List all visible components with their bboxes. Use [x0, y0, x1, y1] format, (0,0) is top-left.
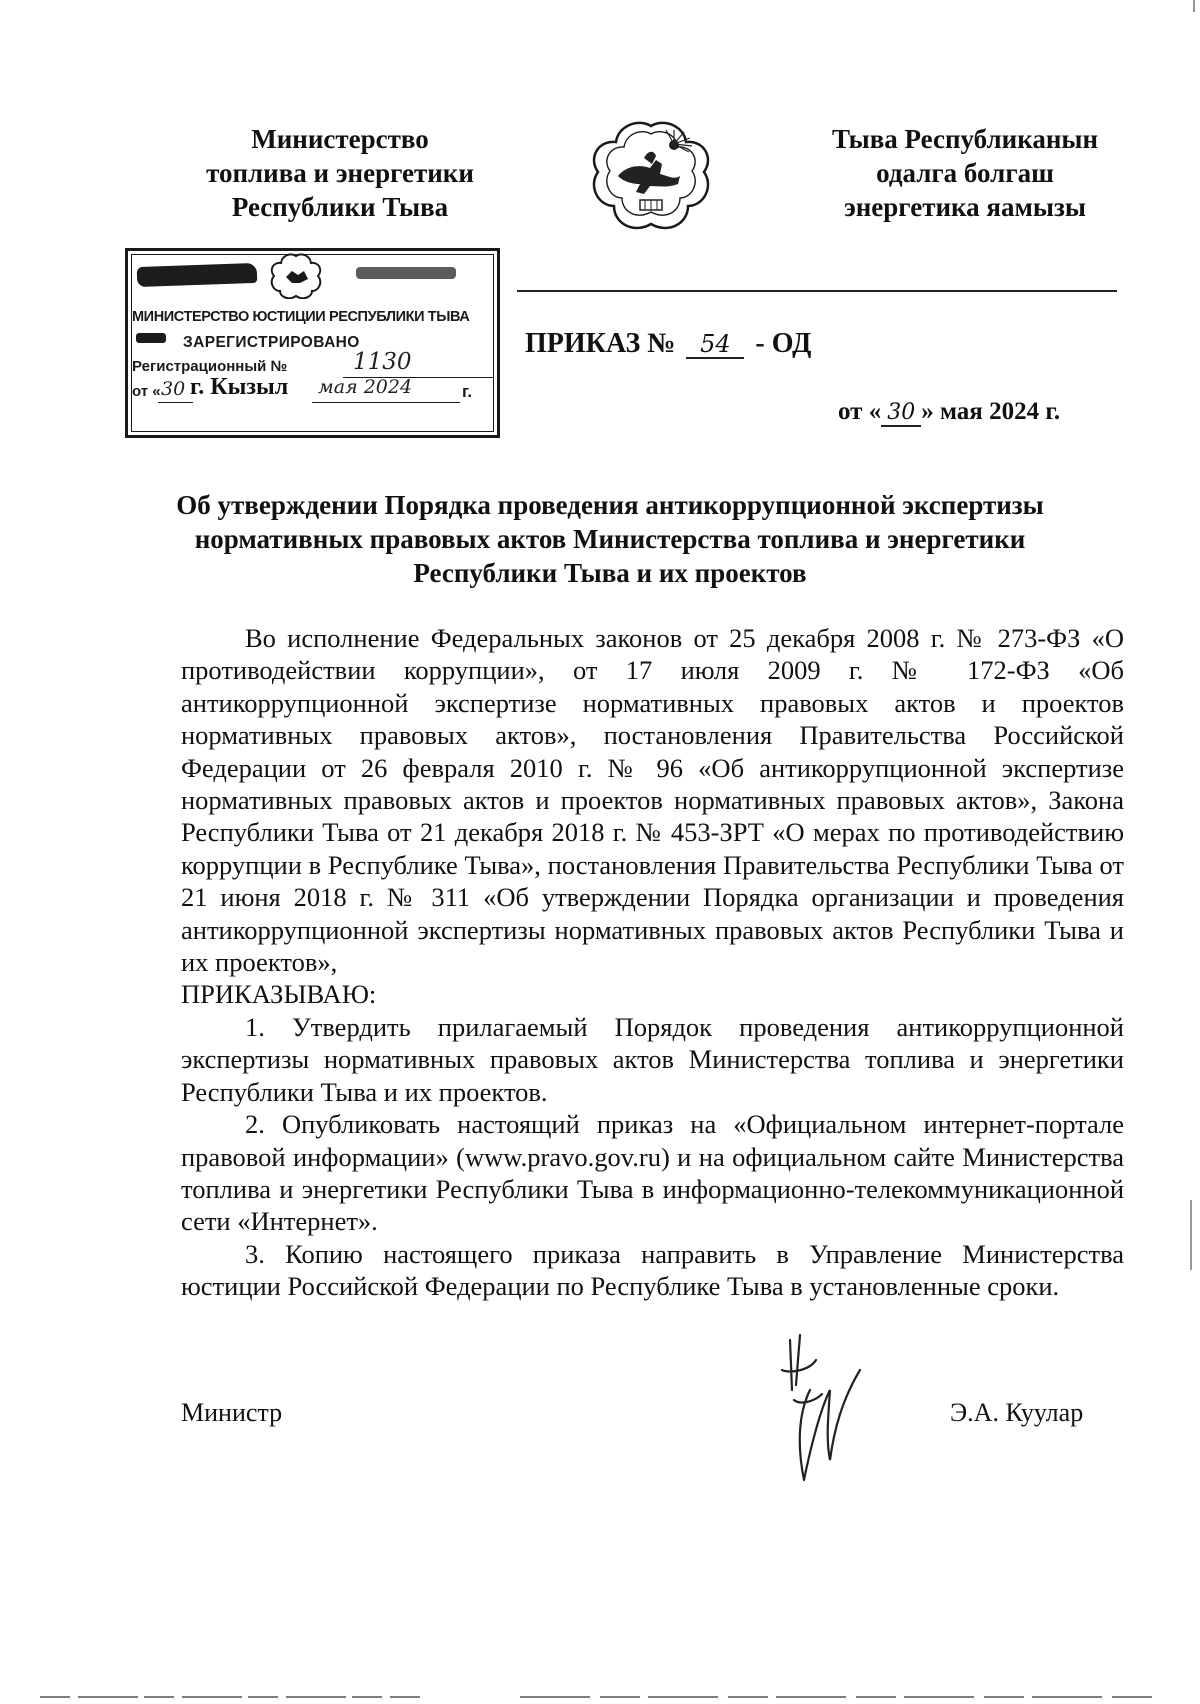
header-tyv-line-3: энергетика яамызы [844, 192, 1086, 222]
stamp-ink-blot [356, 267, 456, 279]
order-number: 54 [686, 331, 744, 359]
registration-stamp [125, 248, 500, 438]
stamp-underline [312, 402, 460, 403]
document-title: Об утверждении Порядка проведения антикоррупционной экспертизы нормативных правовых актов Министерства топлива и энергетики Республики Тыва и их проектов [176, 490, 1044, 588]
stamp-date-prefix: от « [132, 383, 161, 400]
stamp-emblem-icon [268, 253, 324, 299]
document-body [181, 622, 1124, 1303]
stamp-underline [158, 402, 193, 403]
stamp-city: г. Кызыл [190, 374, 289, 400]
scan-edge-line [0, 1695, 1200, 1699]
header-ministry-tyv [800, 122, 1130, 224]
header-ru-line-2: топлива и энергетики [206, 158, 474, 188]
order-item-1: 1. Утвердить прилагаемый Порядок проведения антикоррупционной экспертизы нормативных правовых актов Министерства топлива и энергетики Республики Тыва и их проектов. [181, 1011, 1124, 1107]
stamp-registered-label: ЗАРЕГИСТРИРОВАНО [183, 334, 360, 351]
order-word: ПРИКАЗЫВАЮ: [181, 979, 377, 1010]
header-ru-line-1: Министерство [251, 124, 429, 154]
order-prefix: ПРИКАЗ № [525, 328, 676, 359]
order-date-prefix: от « [838, 398, 882, 425]
stamp-reg-number-value: 1130 [353, 349, 412, 375]
header-divider [517, 290, 1117, 292]
signatory-position: Министр [181, 1398, 283, 1427]
order-number-line [525, 328, 811, 360]
handwritten-signature [770, 1330, 880, 1490]
tuva-emblem-icon [588, 120, 714, 235]
header-tyv-line-2: одалга болгаш [876, 158, 1054, 188]
stamp-ink-blot [136, 333, 166, 343]
signatory-name: Э.А. Куулар [950, 1398, 1084, 1427]
header-ministry-ru [185, 122, 495, 224]
order-date-suffix: » мая 2024 г. [921, 398, 1061, 425]
stamp-reg-number-label: Регистрационный № [132, 358, 288, 375]
header-ru-line-3: Республики Тыва [231, 192, 449, 222]
scan-artifact [1190, 1200, 1192, 1270]
stamp-ministry-name: МИНИСТЕРСТВО ЮСТИЦИИ РЕСПУБЛИКИ ТЫВА [132, 309, 470, 325]
scan-artifact [1193, 0, 1195, 12]
stamp-date-suffix: г. [462, 382, 473, 401]
order-date-line [838, 398, 1060, 427]
order-date-day: 30 [881, 401, 921, 427]
preamble-paragraph: Во исполнение Федеральных законов от 25 декабря 2008 г. № 273-ФЗ «О противодействии коррупции», от 17 июля 2009 г. № 172-ФЗ «Об антикоррупционной экспертизе нормативных правовых актов и проектов нормативных правовых актов», постановления Правительства Российской Федерации от 26 февраля 2010 г. № 96 «Об антикоррупционной экспертизе нормативных правовых актов и проектов нормативных правовых актов», Закона Республики Тыва от 21 декабря 2018 г. № 453-ЗРТ «О мерах по противодействию коррупции в Республике Тыва», постановления Правительства Республики Тыва от 21 июня 2018 г. № 311 «Об утверждении Порядка организации и проведения антикоррупционной экспертизы нормативных правовых актов Республики Тыва и их проектов», [181, 623, 1124, 978]
header-tyv-line-1: Тыва Республиканын [831, 124, 1099, 154]
stamp-ink-blot [137, 263, 258, 287]
order-suffix: - ОД [755, 328, 812, 359]
order-item-2: 2. Опубликовать настоящий приказ на «Официальном интернет-портале правовой информации» (www.pravo.gov.ru) и на официальном сайте Министерства топлива и энергетики Республики Тыва в информационно-телекоммуникационной сети «Интернет». [181, 1109, 1124, 1237]
stamp-date-month-year: мая 2024 [318, 376, 413, 398]
stamp-date-day: 30 [161, 378, 186, 400]
order-item-3: 3. Копию настоящего приказа направить в Управление Министерства юстиции Российской Федерации по Республике Тыва в установленные сроки. [181, 1238, 1124, 1302]
